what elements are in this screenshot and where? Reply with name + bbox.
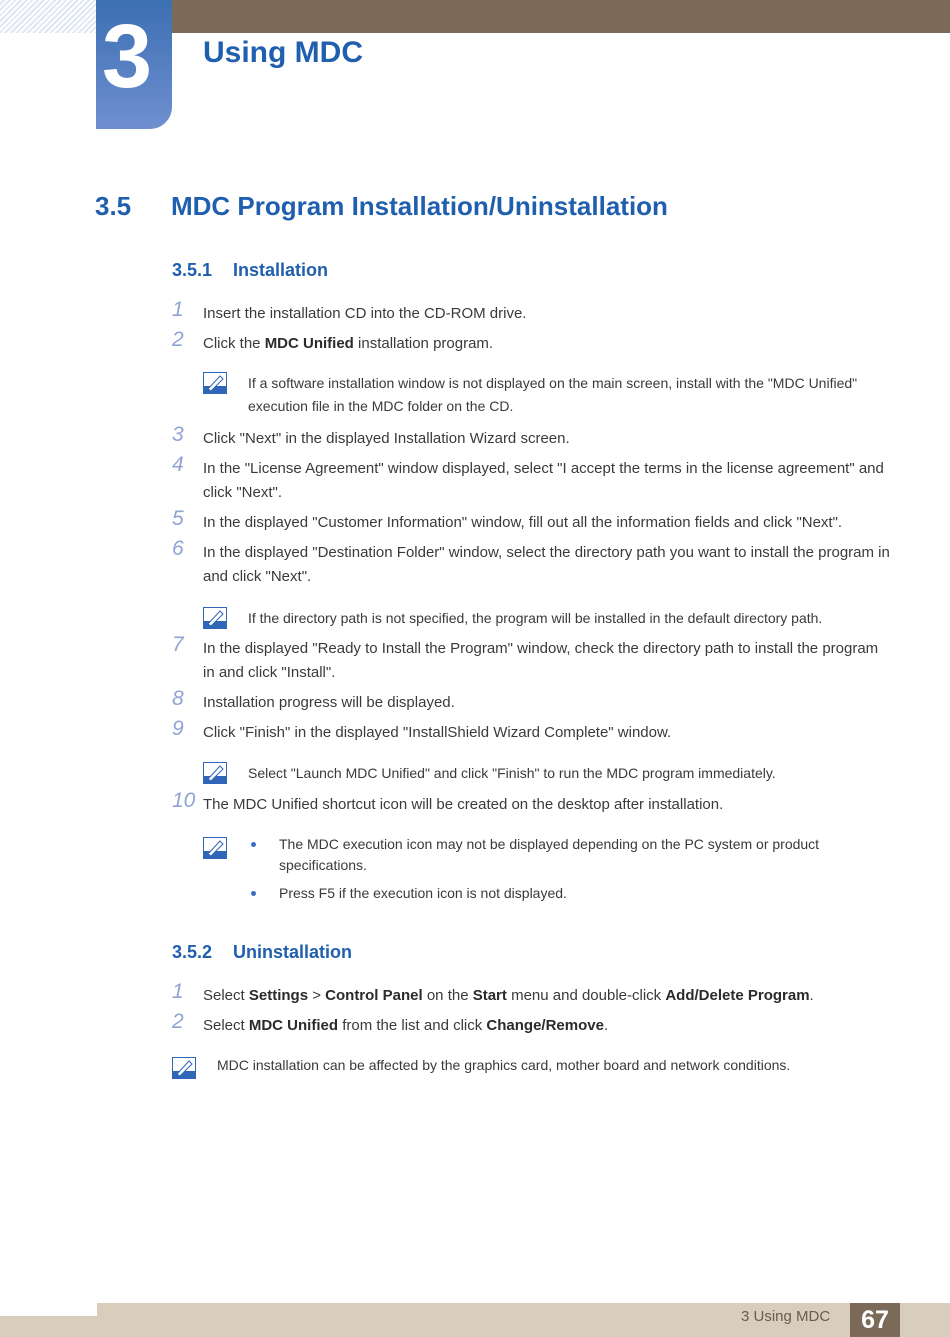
step-text: Insert the installation CD into the CD-ROM drive. (203, 305, 527, 322)
chapter-tab (96, 0, 172, 129)
step-text: Click "Next" in the displayed Installation Wizard screen. (203, 430, 570, 447)
step-number: 7 (172, 633, 184, 656)
note-text: If a software installation window is not displayed on the main screen, install with the "MDC Unified" execution file in the MDC folder on the CD. (248, 375, 858, 414)
menu-start: Start (472, 987, 507, 1004)
step-text: Installation progress will be displayed. (203, 694, 455, 711)
subsection-number: 3.5.1 (172, 260, 213, 280)
step-text-part: Click the (203, 335, 265, 352)
bullet-text: Press F5 if the execution icon is not displayed. (279, 885, 567, 901)
section-number: 3.5 (95, 191, 132, 221)
step-number: 2 (172, 328, 184, 351)
note-text: MDC installation can be affected by the graphics card, mother board and network conditions. (217, 1057, 791, 1073)
step-number: 2 (172, 1010, 184, 1033)
step-text-part: menu and double-click (506, 987, 666, 1004)
step-number: 8 (172, 687, 184, 710)
step-text: In the "License Agreement" window displayed, select "I accept the terms in the license agreement" and click "Next". (203, 460, 884, 501)
menu-control-panel: Control Panel (325, 987, 423, 1004)
note-text: If the directory path is not specified, the program will be installed in the default directory path. (248, 610, 823, 626)
change-remove-label: Change/Remove (486, 1017, 604, 1034)
chapter-number: 3 (101, 7, 153, 107)
note-pencil-icon (203, 837, 227, 859)
note-pencil-icon (203, 607, 227, 629)
menu-add-delete-program: Add/Delete Program (665, 987, 810, 1004)
footer-chapter-label: 3 Using MDC (741, 1308, 831, 1325)
step-text: The MDC Unified shortcut icon will be created on the desktop after installation. (203, 796, 724, 813)
step-number: 3 (172, 423, 184, 446)
subsection-title-text: Installation (233, 260, 329, 280)
step-number: 1 (172, 298, 184, 321)
step-number: 4 (172, 453, 184, 476)
footer-left-bar (0, 1316, 97, 1337)
subsection-number: 3.5.2 (172, 942, 213, 962)
chapter-title: Using MDC (203, 36, 363, 69)
step-text: In the displayed "Ready to Install the Program" window, check the directory path to install the program in and click "Install". (203, 640, 879, 681)
subsection-title-uninstallation (172, 942, 352, 963)
step-text-part: . (603, 1017, 609, 1034)
step-text-part: from the list and click (338, 1017, 487, 1034)
step-text-part: . (809, 987, 814, 1004)
step-text (203, 1014, 893, 1038)
program-name: MDC Unified (248, 1017, 339, 1034)
bullet-dot (251, 842, 256, 847)
step-number: 9 (172, 717, 184, 740)
step-text: Click "Finish" in the displayed "InstallShield Wizard Complete" window. (203, 724, 672, 741)
bullet-dot (251, 891, 256, 896)
step-text: In the displayed "Customer Information" window, fill out all the information fields and click "Next". (203, 514, 843, 531)
step-text-part: on the (422, 987, 473, 1004)
section-title-text: MDC Program Installation/Uninstallation (171, 191, 668, 221)
step-number: 1 (172, 980, 184, 1003)
program-name: MDC Unified (264, 335, 354, 352)
page-number: 67 (850, 1303, 900, 1337)
header-hatch (0, 0, 96, 33)
bullet-text: The MDC execution icon may not be displayed depending on the PC system or product specifications. (279, 836, 820, 873)
step-text-part: > (308, 987, 326, 1004)
step-number: 6 (172, 537, 184, 560)
subsection-title-installation (172, 260, 328, 281)
step-text (203, 984, 893, 1008)
note-pencil-icon (172, 1057, 196, 1079)
note-pencil-icon (203, 372, 227, 394)
section-title (95, 191, 668, 222)
note-text: Select "Launch MDC Unified" and click "Finish" to run the MDC program immediately. (248, 765, 776, 781)
step-text-part: installation program. (353, 335, 494, 352)
menu-settings: Settings (248, 987, 309, 1004)
note-pencil-icon (203, 762, 227, 784)
step-text-part: Select (203, 1017, 249, 1034)
step-number: 10 (172, 789, 196, 812)
subsection-title-text: Uninstallation (233, 942, 353, 962)
step-text-part: Select (203, 987, 249, 1004)
step-text: In the displayed "Destination Folder" window, select the directory path you want to install the program in and click "Next". (203, 544, 890, 585)
step-text (203, 332, 893, 356)
step-number: 5 (172, 507, 184, 530)
